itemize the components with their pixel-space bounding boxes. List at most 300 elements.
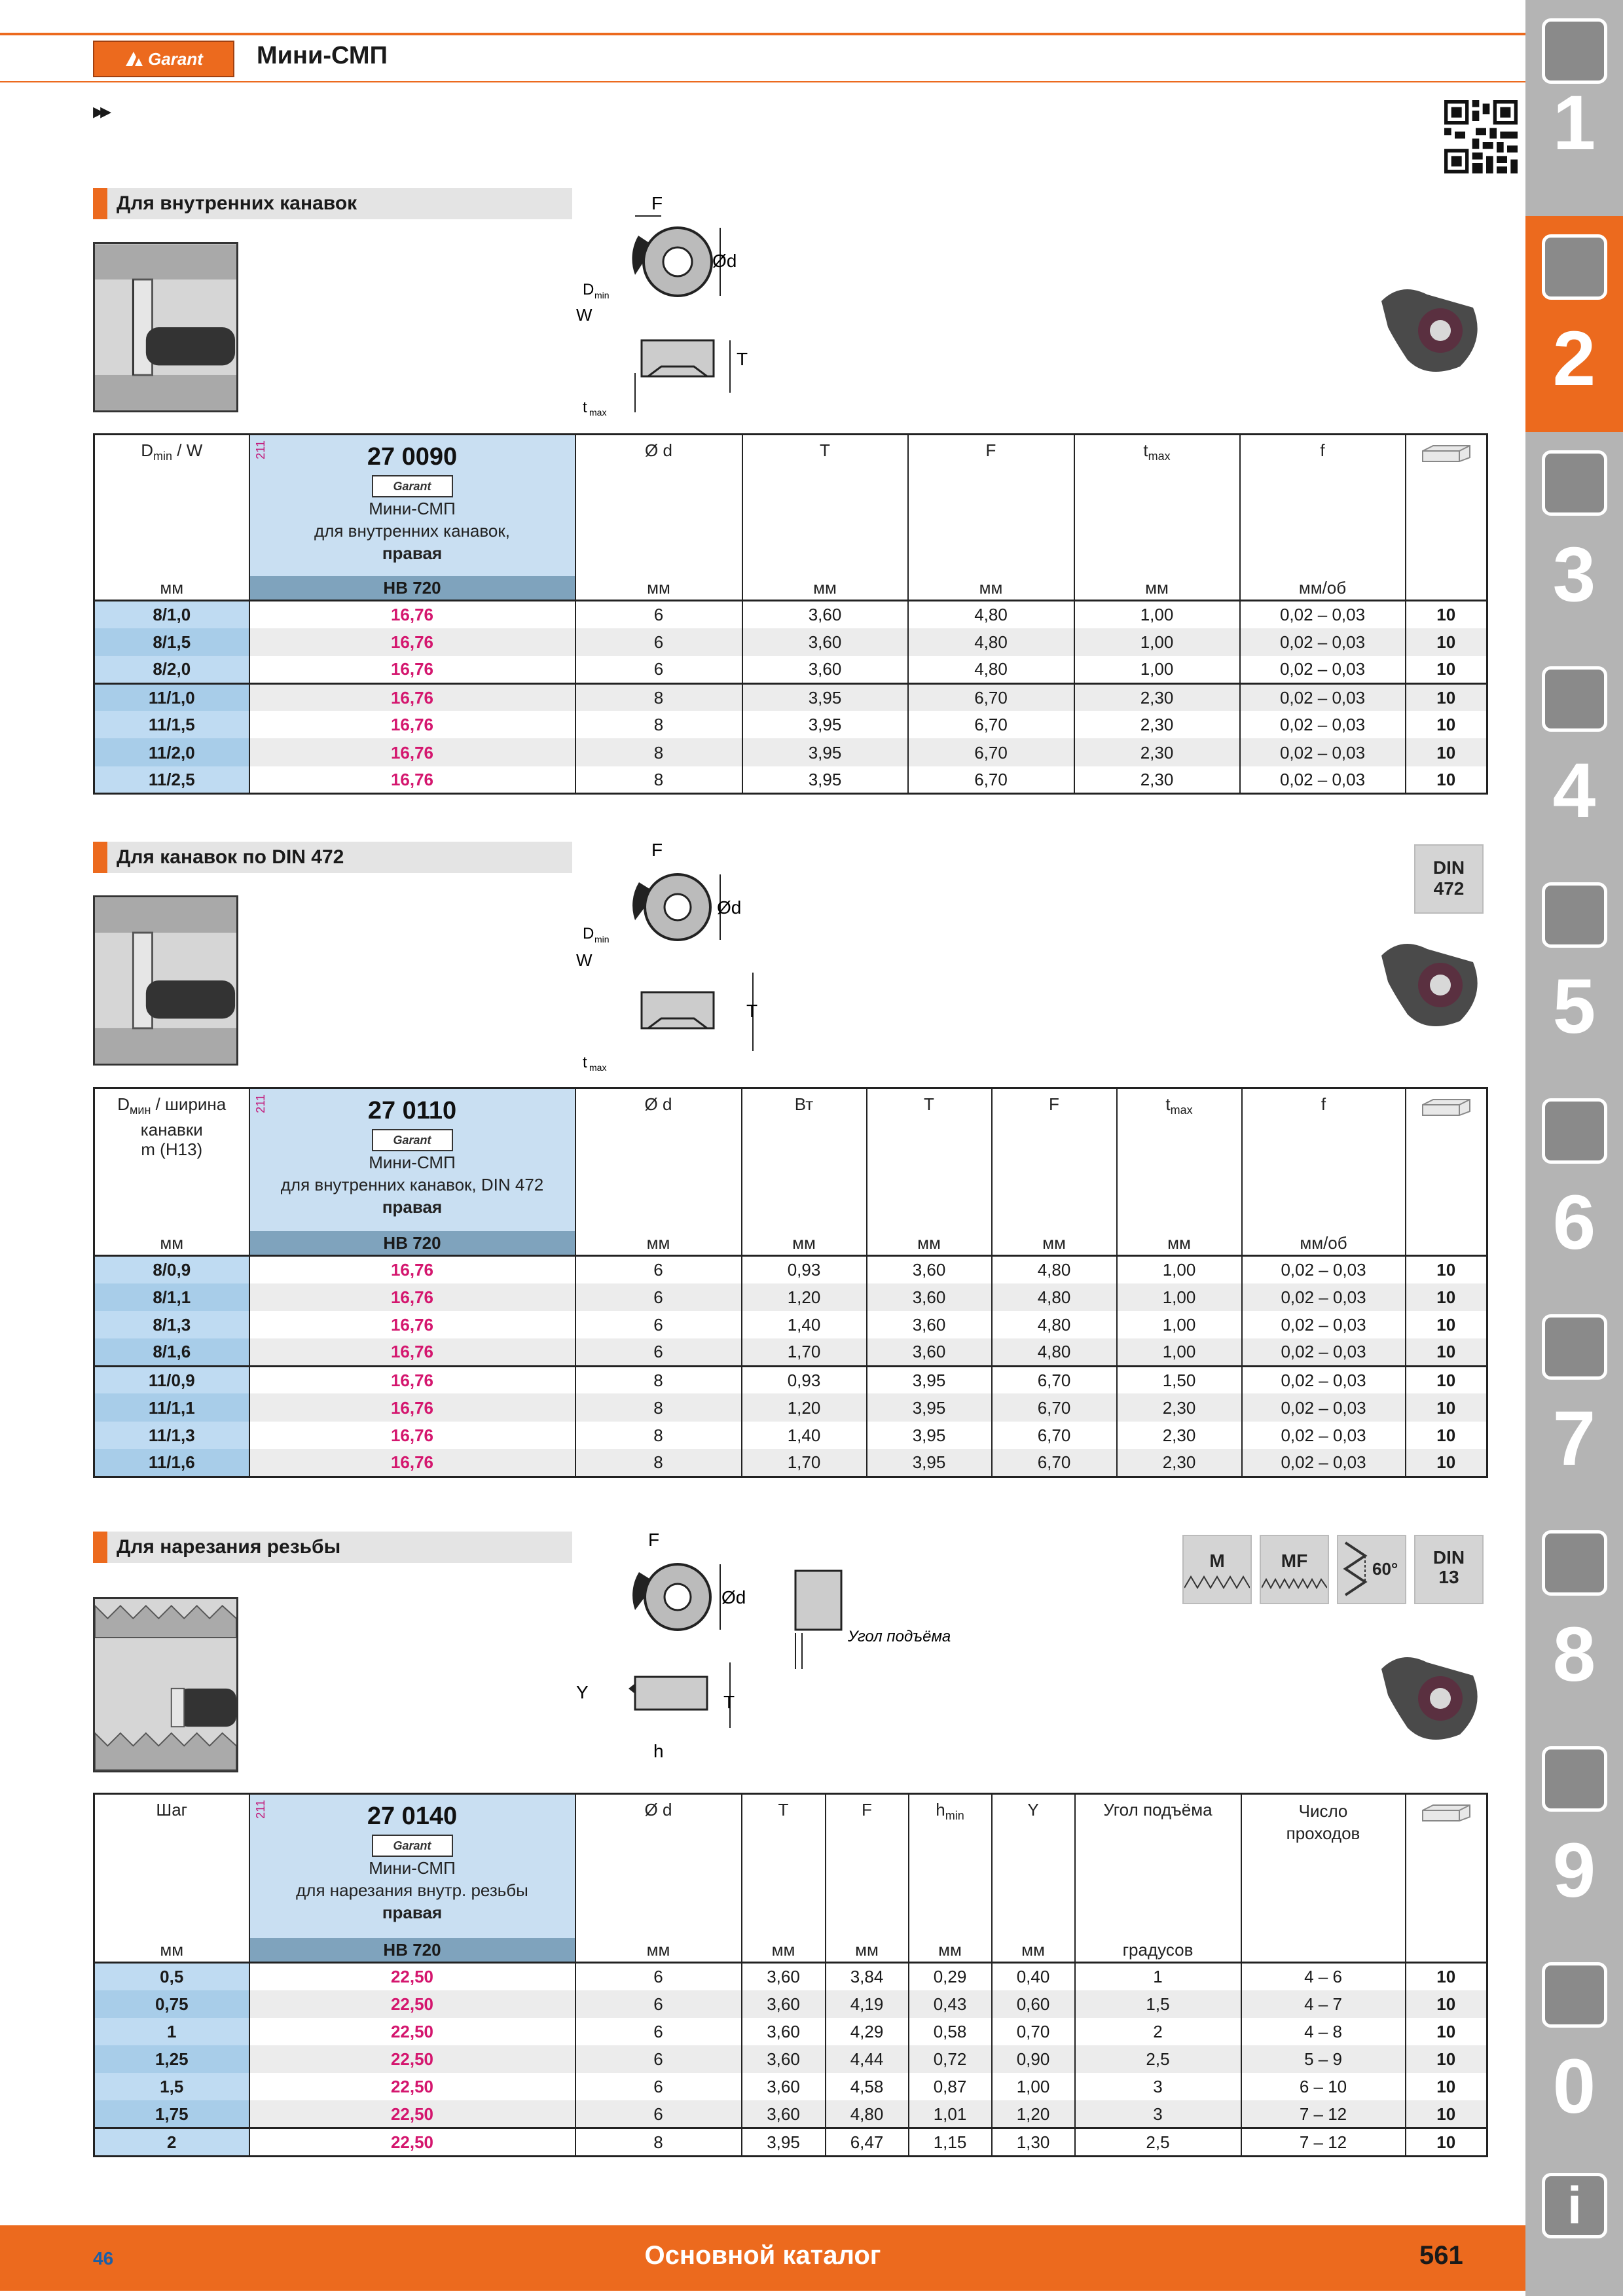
svg-text:Ød: Ød bbox=[712, 251, 737, 271]
row-price: 16,76 bbox=[249, 683, 575, 711]
thread-angle-value: 60° bbox=[1372, 1559, 1398, 1579]
row-value: 6,70 bbox=[992, 1422, 1117, 1449]
row-value: 6 bbox=[575, 1283, 742, 1311]
table-row bbox=[94, 1256, 1487, 1283]
row-pack-qty: 10 bbox=[1406, 738, 1487, 766]
row-value: 0,40 bbox=[992, 1963, 1075, 1990]
svg-text:Ød: Ød bbox=[721, 1587, 746, 1607]
chapter-4-icon bbox=[1542, 666, 1607, 732]
row-value: 6,70 bbox=[908, 766, 1074, 794]
row-value: 3,95 bbox=[867, 1449, 992, 1477]
row-value: 0,02 – 0,03 bbox=[1242, 1311, 1406, 1338]
row-value: 4,80 bbox=[908, 601, 1074, 628]
row-key: 8/1,1 bbox=[94, 1283, 249, 1311]
article-side-code: 211 bbox=[253, 1094, 267, 1113]
row-price: 16,76 bbox=[249, 1283, 575, 1311]
row-value: 6 bbox=[575, 1311, 742, 1338]
row-value: 3,95 bbox=[867, 1422, 992, 1449]
row-value: 0,87 bbox=[909, 2073, 992, 2100]
chapter-number: 8 bbox=[1552, 1611, 1596, 1698]
unit-d: мм bbox=[575, 1231, 742, 1256]
col-header-y: Y bbox=[992, 1794, 1075, 1938]
svg-text:F: F bbox=[651, 842, 663, 860]
row-value: 6 bbox=[575, 628, 742, 656]
row-value: 0,02 – 0,03 bbox=[1242, 1256, 1406, 1283]
chapter-i-icon: i bbox=[1542, 2173, 1607, 2238]
article-desc-line: Мини-СМП bbox=[369, 1858, 456, 1878]
row-value: 3,60 bbox=[867, 1283, 992, 1311]
table-row bbox=[94, 738, 1487, 766]
chapter-6-icon bbox=[1542, 1098, 1607, 1164]
chapter-2-icon bbox=[1542, 234, 1607, 300]
chapter-tab-4[interactable] bbox=[1525, 648, 1623, 864]
chapter-number: 7 bbox=[1552, 1395, 1596, 1482]
unit-d: мм bbox=[575, 576, 742, 601]
table-din472-grooves bbox=[93, 1087, 1488, 1478]
row-value: 2,30 bbox=[1074, 683, 1240, 711]
svg-text:max: max bbox=[589, 1062, 607, 1073]
din472-groove-illustration bbox=[93, 895, 238, 1066]
row-value: 8 bbox=[575, 683, 742, 711]
chapter-number: 1 bbox=[1552, 80, 1596, 166]
svg-text:D: D bbox=[583, 281, 594, 298]
unit-pack bbox=[1406, 576, 1487, 601]
insert-photo-din472 bbox=[1375, 936, 1486, 1034]
row-value: 1,20 bbox=[992, 2100, 1075, 2128]
row-value: 0,02 – 0,03 bbox=[1242, 1366, 1406, 1393]
row-value: 3,95 bbox=[867, 1366, 992, 1393]
badge-line: 472 bbox=[1433, 878, 1465, 899]
row-value: 4,19 bbox=[826, 1990, 909, 2018]
din472-dimension-diagram bbox=[570, 842, 766, 1077]
row-value: 8 bbox=[575, 2128, 742, 2157]
row-pack-qty: 10 bbox=[1406, 1256, 1487, 1283]
garant-logo-icon bbox=[124, 50, 144, 67]
table-row bbox=[94, 2045, 1487, 2073]
table-row bbox=[94, 656, 1487, 683]
row-value: 8 bbox=[575, 1449, 742, 1477]
svg-text:W: W bbox=[576, 950, 593, 970]
row-value: 6 bbox=[575, 1990, 742, 2018]
chapter-tab-7[interactable] bbox=[1525, 1296, 1623, 1512]
row-key: 1,5 bbox=[94, 2073, 249, 2100]
row-value: 0,93 bbox=[742, 1256, 867, 1283]
chapter-3-icon bbox=[1542, 450, 1607, 516]
col-header-angle: Угол подъёма bbox=[1075, 1794, 1241, 1938]
row-value: 3,60 bbox=[742, 2100, 826, 2128]
table-row bbox=[94, 628, 1487, 656]
row-value: 1,40 bbox=[742, 1422, 867, 1449]
unit-article-grade: HB 720 bbox=[249, 1938, 575, 1963]
unit-key: мм bbox=[94, 1938, 249, 1963]
row-value: 2,30 bbox=[1074, 711, 1240, 738]
row-value: 1,70 bbox=[742, 1338, 867, 1366]
chapter-number: 6 bbox=[1552, 1179, 1596, 1266]
col-header-article bbox=[249, 435, 575, 576]
insert-photo-thread bbox=[1375, 1649, 1486, 1748]
row-value: 0,60 bbox=[992, 1990, 1075, 2018]
row-pack-qty: 10 bbox=[1406, 601, 1487, 628]
chapter-tab-8[interactable] bbox=[1525, 1512, 1623, 1728]
row-value: 4,80 bbox=[992, 1311, 1117, 1338]
row-pack-qty: 10 bbox=[1406, 1311, 1487, 1338]
row-value: 6 bbox=[575, 2100, 742, 2128]
table-body bbox=[94, 601, 1487, 794]
row-value: 4,80 bbox=[992, 1256, 1117, 1283]
table-units-row bbox=[94, 1231, 1487, 1256]
col-header-pitch: Шаг bbox=[94, 1794, 249, 1938]
svg-text:Ød: Ød bbox=[717, 897, 742, 918]
col-header-article bbox=[249, 1088, 575, 1231]
table-units-row bbox=[94, 576, 1487, 601]
row-pack-qty: 10 bbox=[1406, 656, 1487, 683]
row-value: 1,40 bbox=[742, 1311, 867, 1338]
row-value: 5 – 9 bbox=[1241, 2045, 1406, 2073]
table-row bbox=[94, 2128, 1487, 2157]
section-marker bbox=[93, 1532, 107, 1563]
svg-text:T: T bbox=[723, 1692, 735, 1712]
row-value: 1,15 bbox=[909, 2128, 992, 2157]
table-row bbox=[94, 1449, 1487, 1477]
col-header-pack bbox=[1406, 1794, 1487, 1938]
row-value: 2,5 bbox=[1075, 2045, 1241, 2073]
row-value: 4,80 bbox=[992, 1338, 1117, 1366]
unit-tmax: мм bbox=[1117, 1231, 1242, 1256]
svg-text:max: max bbox=[589, 407, 607, 418]
row-value: 0,02 – 0,03 bbox=[1242, 1449, 1406, 1477]
row-value: 0,02 – 0,03 bbox=[1242, 1338, 1406, 1366]
chapter-number: 2 bbox=[1552, 315, 1596, 402]
col-header-f: F bbox=[908, 435, 1074, 576]
row-key: 0,75 bbox=[94, 1990, 249, 2018]
insert-photo-internal bbox=[1375, 281, 1486, 380]
row-value: 1,00 bbox=[1117, 1283, 1242, 1311]
row-value: 1,00 bbox=[1074, 628, 1240, 656]
row-value: 3,95 bbox=[742, 738, 908, 766]
col-header-f: F bbox=[992, 1088, 1117, 1231]
page-title: Мини-СМП bbox=[257, 42, 388, 69]
package-box-icon bbox=[1420, 1803, 1472, 1822]
row-value: 1 bbox=[1075, 1963, 1241, 1990]
row-value: 1,00 bbox=[1074, 656, 1240, 683]
table-row bbox=[94, 1366, 1487, 1393]
article-desc-line: для нарезания внутр. резьбы bbox=[296, 1880, 528, 1900]
col-header-d: Ø d bbox=[575, 1794, 742, 1938]
section-title-internal-grooves bbox=[93, 188, 572, 219]
row-value: 6 bbox=[575, 601, 742, 628]
chapter-tab-3[interactable] bbox=[1525, 432, 1623, 648]
article-hand-label: правая bbox=[382, 1197, 443, 1217]
table-threading bbox=[93, 1793, 1488, 2157]
row-pack-qty: 10 bbox=[1406, 683, 1487, 711]
svg-text:Угол подъёма: Угол подъёма bbox=[848, 1628, 951, 1645]
unit-article-grade: HB 720 bbox=[249, 1231, 575, 1256]
svg-text:F: F bbox=[651, 193, 663, 213]
article-desc-line: Мини-СМП bbox=[369, 499, 456, 518]
unit-d: мм bbox=[575, 1938, 742, 1963]
row-pack-qty: 10 bbox=[1406, 1449, 1487, 1477]
row-key: 11/2,0 bbox=[94, 738, 249, 766]
row-price: 22,50 bbox=[249, 2018, 575, 2045]
chapter-number: 9 bbox=[1552, 1827, 1596, 1914]
col-header-hmin: $h_{min}$ bbox=[909, 1794, 992, 1938]
row-value: 3 bbox=[1075, 2100, 1241, 2128]
row-value: 6 bbox=[575, 1256, 742, 1283]
row-value: 1,70 bbox=[742, 1449, 867, 1477]
thread-fine-profile-icon bbox=[1262, 1571, 1327, 1591]
unit-y: мм bbox=[992, 1938, 1075, 1963]
row-value: 3,60 bbox=[867, 1256, 992, 1283]
din-13-badge bbox=[1414, 1535, 1484, 1604]
row-value: 4 – 7 bbox=[1241, 1990, 1406, 2018]
row-value: 3,60 bbox=[742, 628, 908, 656]
chapter-tab-0[interactable] bbox=[1525, 1944, 1623, 2160]
row-price: 16,76 bbox=[249, 656, 575, 683]
chapter-tab-i[interactable] bbox=[1525, 2147, 1623, 2296]
row-value: 1,00 bbox=[1117, 1311, 1242, 1338]
qr-code-icon[interactable] bbox=[1444, 100, 1518, 173]
table-row bbox=[94, 1311, 1487, 1338]
col-header-t: T bbox=[742, 1794, 826, 1938]
row-value: 1,00 bbox=[1074, 601, 1240, 628]
svg-text:min: min bbox=[594, 290, 610, 300]
row-price: 22,50 bbox=[249, 2045, 575, 2073]
col-header-bt: Вт bbox=[742, 1088, 867, 1231]
chapter-tab-1[interactable] bbox=[1525, 0, 1623, 166]
row-value: 8 bbox=[575, 1393, 742, 1421]
col-header-tmax: $t_{max}$ bbox=[1117, 1088, 1242, 1231]
unit-f: мм bbox=[992, 1231, 1117, 1256]
row-price: 22,50 bbox=[249, 1963, 575, 1990]
row-value: 6,70 bbox=[992, 1393, 1117, 1421]
row-value: 3,60 bbox=[742, 601, 908, 628]
col-header-d: Ø d bbox=[575, 1088, 742, 1231]
row-key: 11/2,5 bbox=[94, 766, 249, 794]
svg-text:h: h bbox=[653, 1741, 664, 1761]
row-price: 22,50 bbox=[249, 2128, 575, 2157]
table-header-row bbox=[94, 435, 1487, 576]
table-header-row bbox=[94, 1794, 1487, 1938]
footer-catalog-title: Основной каталог bbox=[644, 2241, 881, 2270]
row-price: 16,76 bbox=[249, 1449, 575, 1477]
row-value: 2,30 bbox=[1074, 766, 1240, 794]
svg-text:Y: Y bbox=[576, 1682, 589, 1702]
thread-mf-badge bbox=[1260, 1535, 1329, 1604]
row-value: 8 bbox=[575, 711, 742, 738]
unit-t: мм bbox=[742, 576, 908, 601]
row-pack-qty: 10 bbox=[1406, 1366, 1487, 1393]
row-value: 2,5 bbox=[1075, 2128, 1241, 2157]
garant-badge-icon: Garant bbox=[372, 1129, 453, 1151]
article-number: 27 0090 bbox=[367, 443, 458, 471]
row-value: 6,47 bbox=[826, 2128, 909, 2157]
badge-line: M bbox=[1209, 1551, 1225, 1571]
row-value: 0,02 – 0,03 bbox=[1242, 1393, 1406, 1421]
row-value: 4,80 bbox=[826, 2100, 909, 2128]
chapter-number: 3 bbox=[1552, 531, 1596, 618]
row-value: 0,02 – 0,03 bbox=[1240, 738, 1406, 766]
table-row bbox=[94, 601, 1487, 628]
row-key: 8/0,9 bbox=[94, 1256, 249, 1283]
table-row bbox=[94, 683, 1487, 711]
row-value: 4 – 8 bbox=[1241, 2018, 1406, 2045]
row-key: 11/1,1 bbox=[94, 1393, 249, 1421]
article-number: 27 0110 bbox=[367, 1097, 457, 1124]
row-value: 6 bbox=[575, 656, 742, 683]
row-value: 0,02 – 0,03 bbox=[1240, 601, 1406, 628]
row-price: 16,76 bbox=[249, 738, 575, 766]
row-key: 1 bbox=[94, 2018, 249, 2045]
row-value: 4,58 bbox=[826, 2073, 909, 2100]
section-title-din472 bbox=[93, 842, 572, 873]
page-number: 561 bbox=[1419, 2241, 1463, 2270]
internal-groove-illustration bbox=[93, 242, 238, 412]
garant-logo-text: Garant bbox=[148, 48, 203, 69]
row-value: 0,93 bbox=[742, 1366, 867, 1393]
row-key: 1,75 bbox=[94, 2100, 249, 2128]
unit-key: мм bbox=[94, 1231, 249, 1256]
row-value: 3,95 bbox=[867, 1393, 992, 1421]
row-value: 1,20 bbox=[742, 1393, 867, 1421]
chapter-tab-2[interactable] bbox=[1525, 216, 1623, 432]
row-value: 4,44 bbox=[826, 2045, 909, 2073]
article-number: 27 0140 bbox=[367, 1803, 458, 1830]
row-value: 6,70 bbox=[908, 683, 1074, 711]
garant-badge-icon: Garant bbox=[372, 475, 453, 497]
svg-text:T: T bbox=[737, 349, 748, 369]
svg-text:T: T bbox=[746, 1001, 758, 1021]
row-pack-qty: 10 bbox=[1406, 2073, 1487, 2100]
row-value: 0,90 bbox=[992, 2045, 1075, 2073]
row-price: 16,76 bbox=[249, 711, 575, 738]
row-value: 4,80 bbox=[908, 628, 1074, 656]
col-header-d: Ø d bbox=[575, 435, 742, 576]
row-value: 3,95 bbox=[742, 683, 908, 711]
unit-feed: мм/об bbox=[1240, 576, 1406, 601]
chapter-tab-6[interactable] bbox=[1525, 1080, 1623, 1296]
row-pack-qty: 10 bbox=[1406, 1990, 1487, 2018]
row-pack-qty: 10 bbox=[1406, 766, 1487, 794]
svg-text:F: F bbox=[648, 1532, 660, 1550]
row-price: 16,76 bbox=[249, 766, 575, 794]
row-value: 3,95 bbox=[742, 2128, 826, 2157]
row-key: 8/1,5 bbox=[94, 628, 249, 656]
table-row bbox=[94, 1283, 1487, 1311]
row-pack-qty: 10 bbox=[1406, 1393, 1487, 1421]
row-value: 6 bbox=[575, 1338, 742, 1366]
row-value: 0,43 bbox=[909, 1990, 992, 2018]
row-value: 0,02 – 0,03 bbox=[1240, 766, 1406, 794]
col-header-feed: f bbox=[1242, 1088, 1406, 1231]
chapter-8-icon bbox=[1542, 1530, 1607, 1596]
unit-article-grade: HB 720 bbox=[249, 576, 575, 601]
chapter-tab-9[interactable] bbox=[1525, 1728, 1623, 1944]
section-marker bbox=[93, 188, 107, 219]
row-value: 3,60 bbox=[742, 656, 908, 683]
row-key: 0,5 bbox=[94, 1963, 249, 1990]
row-price: 22,50 bbox=[249, 2073, 575, 2100]
thread-m-badge bbox=[1182, 1535, 1252, 1604]
chapter-tab-5[interactable] bbox=[1525, 864, 1623, 1080]
article-desc-line: для внутренних канавок, DIN 472 bbox=[280, 1175, 544, 1194]
row-value: 6 bbox=[575, 2018, 742, 2045]
badge-line: DIN 13 bbox=[1432, 1547, 1465, 1587]
col-header-dmin-width: $D_{мин}$ / ширина канавки m (H13) bbox=[94, 1088, 249, 1231]
row-value: 8 bbox=[575, 738, 742, 766]
col-header-pack bbox=[1406, 1088, 1487, 1231]
row-value: 0,58 bbox=[909, 2018, 992, 2045]
chapter-number: 4 bbox=[1552, 747, 1596, 834]
col-header-passes: Число проходов bbox=[1241, 1794, 1406, 1938]
table-header-row bbox=[94, 1088, 1487, 1231]
row-value: 2 bbox=[1075, 2018, 1241, 2045]
row-value: 8 bbox=[575, 766, 742, 794]
row-pack-qty: 10 bbox=[1406, 1283, 1487, 1311]
row-value: 6,70 bbox=[908, 711, 1074, 738]
row-pack-qty: 10 bbox=[1406, 2018, 1487, 2045]
table-row bbox=[94, 1338, 1487, 1366]
row-value: 1,30 bbox=[992, 2128, 1075, 2157]
row-key: 8/1,0 bbox=[94, 601, 249, 628]
unit-feed: мм/об bbox=[1242, 1231, 1406, 1256]
row-price: 16,76 bbox=[249, 1366, 575, 1393]
article-hand-label: правая bbox=[382, 543, 443, 563]
row-price: 22,50 bbox=[249, 1990, 575, 2018]
chapter-number: 5 bbox=[1552, 963, 1596, 1050]
col-header-t: T bbox=[742, 435, 908, 576]
thread-profile-icon bbox=[1184, 1571, 1250, 1591]
row-value: 1,20 bbox=[742, 1283, 867, 1311]
row-pack-qty: 10 bbox=[1406, 1422, 1487, 1449]
chapter-0-icon bbox=[1542, 1962, 1607, 2028]
svg-text:W: W bbox=[576, 305, 593, 325]
table-row bbox=[94, 2018, 1487, 2045]
row-key: 11/1,0 bbox=[94, 683, 249, 711]
unit-bt: мм bbox=[742, 1231, 867, 1256]
row-value: 0,02 – 0,03 bbox=[1242, 1283, 1406, 1311]
row-value: 0,02 – 0,03 bbox=[1240, 628, 1406, 656]
table-row bbox=[94, 2100, 1487, 2128]
row-price: 16,76 bbox=[249, 1311, 575, 1338]
internal-groove-dimension-diagram bbox=[570, 190, 766, 425]
thread-angle-badge bbox=[1337, 1535, 1406, 1604]
row-key: 2 bbox=[94, 2128, 249, 2157]
chapter-1-icon bbox=[1542, 18, 1607, 84]
row-value: 6 – 10 bbox=[1241, 2073, 1406, 2100]
garant-logo bbox=[93, 41, 234, 77]
row-key: 8/2,0 bbox=[94, 656, 249, 683]
row-value: 4 – 6 bbox=[1241, 1963, 1406, 1990]
row-price: 16,76 bbox=[249, 1338, 575, 1366]
unit-tmax: мм bbox=[1074, 576, 1240, 601]
article-hand-label: правая bbox=[382, 1903, 443, 1922]
thread-dimension-diagram bbox=[570, 1532, 962, 1780]
col-header-dmin-w: $D_{min}$ / W bbox=[94, 435, 249, 576]
row-value: 1,00 bbox=[992, 2073, 1075, 2100]
row-key: 8/1,3 bbox=[94, 1311, 249, 1338]
table-internal-grooves bbox=[93, 433, 1488, 795]
row-value: 0,02 – 0,03 bbox=[1240, 683, 1406, 711]
row-key: 1,25 bbox=[94, 2045, 249, 2073]
unit-t: мм bbox=[742, 1938, 826, 1963]
chapter-5-icon bbox=[1542, 882, 1607, 948]
row-pack-qty: 10 bbox=[1406, 1338, 1487, 1366]
row-value: 6 bbox=[575, 2073, 742, 2100]
row-value: 7 – 12 bbox=[1241, 2128, 1406, 2157]
badge-line: DIN bbox=[1432, 857, 1465, 878]
row-price: 16,76 bbox=[249, 1393, 575, 1421]
table-row bbox=[94, 1990, 1487, 2018]
